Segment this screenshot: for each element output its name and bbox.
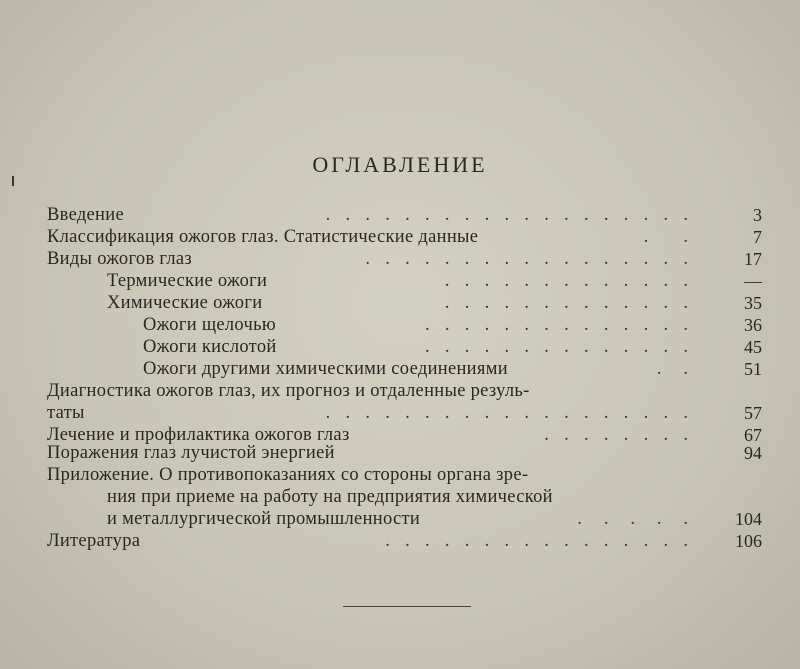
toc-page-number: 104 xyxy=(735,509,762,529)
toc-entry xyxy=(0,380,800,402)
toc-entry-text: Ожоги другими химическими соединениями xyxy=(143,359,508,379)
toc-page-number: 51 xyxy=(744,359,762,379)
toc-page-number: 35 xyxy=(744,293,762,313)
toc-entry-text: Химические ожоги xyxy=(107,293,263,313)
toc-entry xyxy=(0,508,800,530)
toc-leader-dots: . . . . . . . . . . . . . . xyxy=(425,337,690,357)
toc-entry-text: и металлургической промышленности xyxy=(107,509,421,529)
toc-entry xyxy=(0,314,800,336)
toc-leader-dots: . . . . . . . . . . . . . . . . . . . xyxy=(325,205,690,225)
toc-entry xyxy=(0,336,800,358)
toc-entry xyxy=(0,358,800,380)
toc-entry xyxy=(0,292,800,314)
toc-page-number: — xyxy=(744,271,762,291)
toc-entry-text: Литература xyxy=(47,531,141,551)
toc-entry-text: таты xyxy=(47,403,85,423)
toc-page-number: 94 xyxy=(744,443,762,463)
toc-entry xyxy=(0,204,800,226)
toc-entry-text: Диагностика ожогов глаз, их прогноз и отдаленные резуль- xyxy=(47,381,530,401)
toc-entry xyxy=(0,248,800,270)
toc-entry-text: Классификация ожогов глаз. Статистические данные xyxy=(47,227,479,247)
toc-entry-text: Лечение и профилактика ожогов глаз xyxy=(47,425,350,445)
page-title: ОГЛАВЛЕНИЕ xyxy=(312,152,488,177)
toc-entry-text: Введение xyxy=(47,205,124,225)
toc-entry-text: Ожоги кислотой xyxy=(143,337,277,357)
toc-entry xyxy=(0,486,800,508)
toc-entry xyxy=(0,402,800,424)
toc-entry-text: ния при приеме на работу на предприятия химической xyxy=(107,487,553,507)
toc-leader-dots: . . . . . . . . . . . . . xyxy=(444,293,690,313)
toc-entry xyxy=(0,442,800,464)
toc-leader-dots: . . . . . . . . xyxy=(544,425,690,445)
toc-leader-dots: . . . . . . . . . . . . . . . . . xyxy=(365,249,690,269)
toc-page-number: 3 xyxy=(753,205,762,225)
toc-entry-text: Приложение. О противопоказаниях со стороны органа зре- xyxy=(47,465,529,485)
toc-leader-dots: . . . . . . . . . . . . . . . . xyxy=(385,531,690,551)
toc-leader-dots: . . . . . . . . . . . . . xyxy=(444,271,690,291)
toc-page-number: 45 xyxy=(744,337,762,357)
toc-page-number: 106 xyxy=(735,531,762,551)
toc-entry-text: Поражения глаз лучистой энергией xyxy=(47,443,335,463)
toc-page-number: 67 xyxy=(744,425,762,445)
footer-rule xyxy=(343,606,471,607)
toc-leader-dots: . . xyxy=(656,359,690,379)
toc-leader-dots: . . . . . xyxy=(577,509,690,529)
toc-page-number: 36 xyxy=(744,315,762,335)
toc-leader-dots: . . xyxy=(643,227,690,247)
toc-page-number: 7 xyxy=(753,227,762,247)
toc-entry-text: Виды ожогов глаз xyxy=(47,249,193,269)
toc-entry-text: Ожоги щелочью xyxy=(143,315,276,335)
toc-entry xyxy=(0,464,800,486)
toc-page-number: 17 xyxy=(744,249,762,269)
toc-page-number: 57 xyxy=(744,403,762,423)
toc-leader-dots: . . . . . . . . . . . . . . . . . . . xyxy=(325,403,690,423)
toc-entry xyxy=(0,270,800,292)
toc-entry-text: Термические ожоги xyxy=(107,271,268,291)
toc-entry xyxy=(0,226,800,248)
toc-entry xyxy=(0,530,800,552)
toc-leader-dots: . . . . . . . . . . . . . . xyxy=(425,315,690,335)
